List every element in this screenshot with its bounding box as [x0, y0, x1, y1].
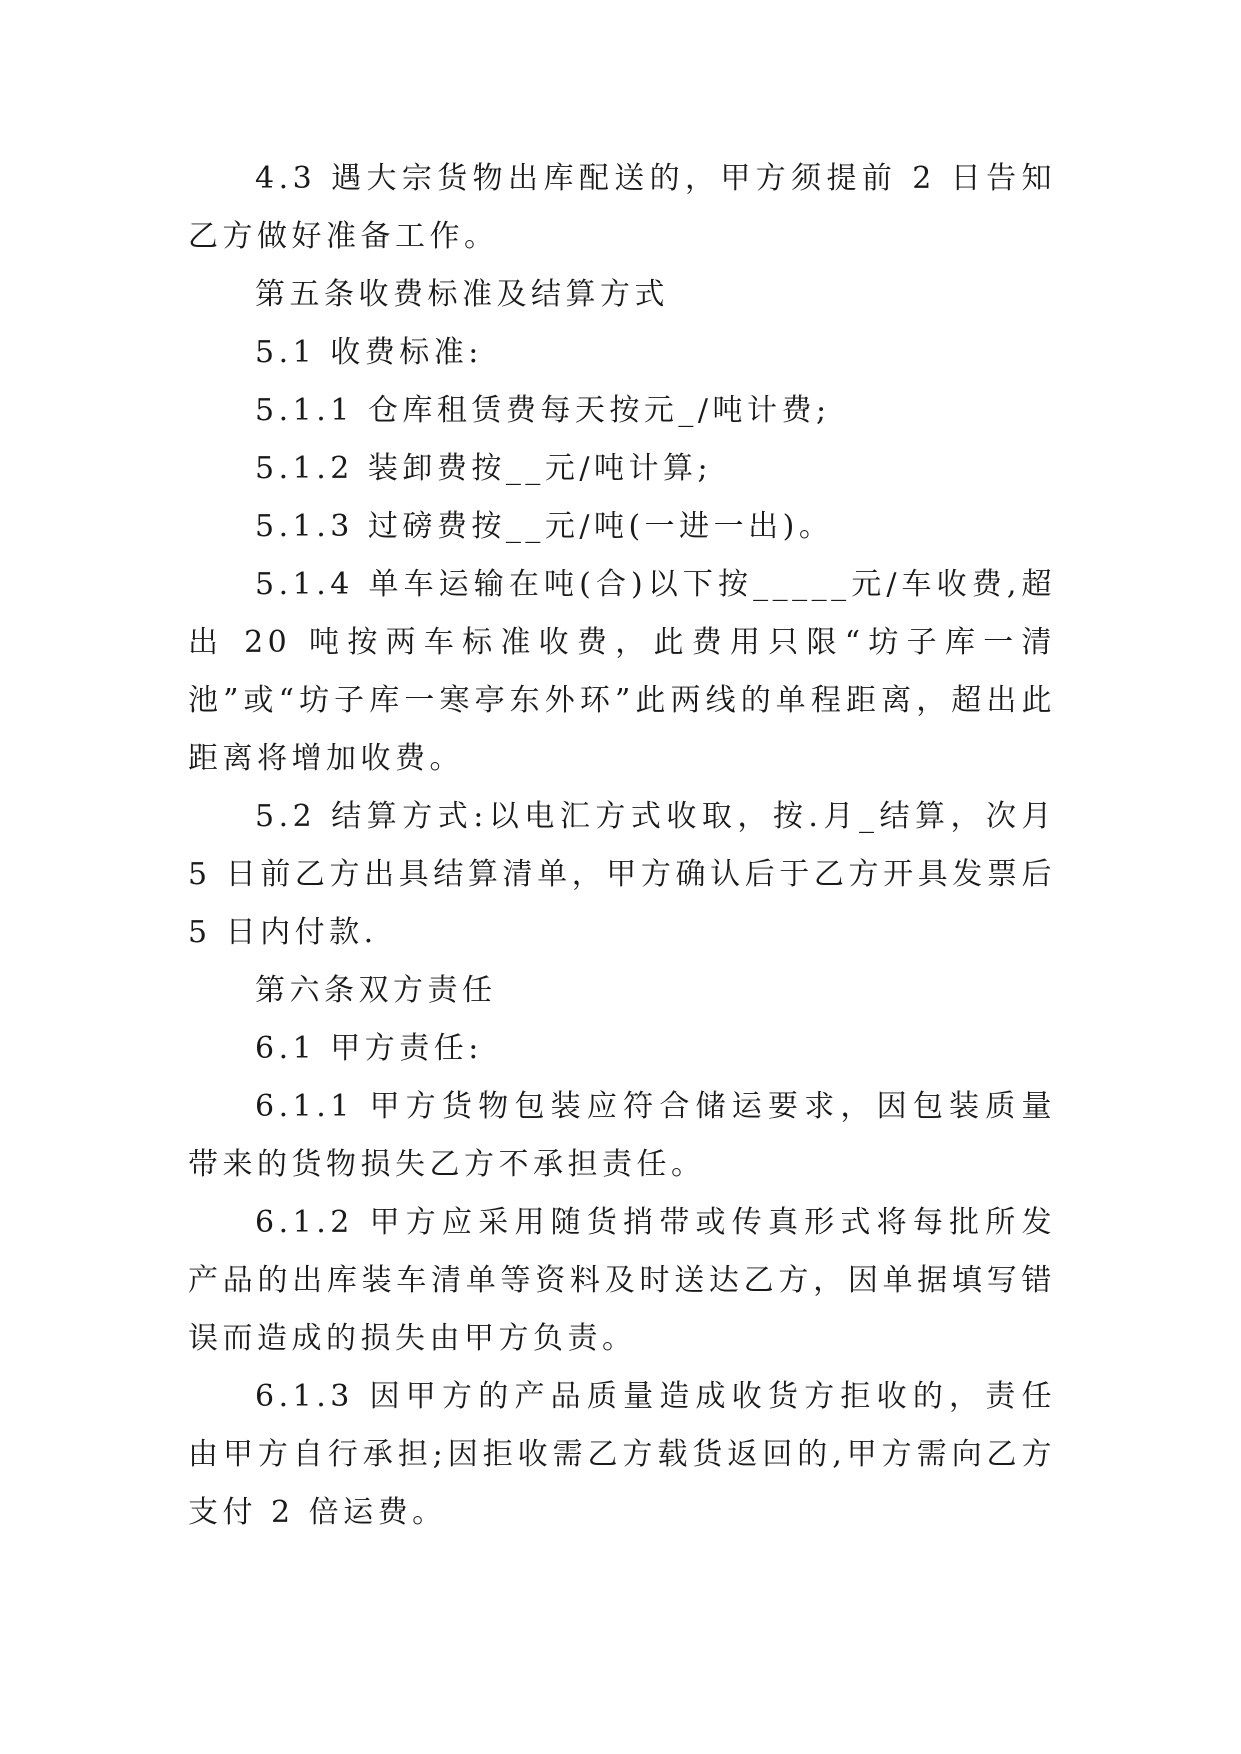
paragraph-5-1-1: 5.1.1 仓库租赁费每天按元_/吨计费; [255, 393, 831, 428]
paragraph-5-1-3: 5.1.3 过磅费按__元/吨(一进一出)。 [255, 509, 834, 544]
paragraph-6-1-3: 6.1.3 因甲方的产品质量造成收货方拒收的，责任由甲方自行承担;因拒收需乙方载货返回的,甲方需向乙方支付 2 倍运费。 [188, 1379, 1056, 1530]
paragraph-6-1-1: 6.1.1 甲方货物包装应符合储运要求，因包装质量带来的货物损失乙方不承担责任。 [188, 1089, 1056, 1182]
paragraph-5-1-4: 5.1.4 单车运输在吨(合)以下按_____元/车收费,超出 20 吨按两车标准收费，此费用只限“坊子库一清池”或“坊子库一寒亭东外环”此两线的单程距离，超出此距离将增加收费。 [188, 567, 1056, 776]
paragraph-5-1-2: 5.1.2 装卸费按__元/吨计算; [255, 451, 713, 486]
paragraph-6-1-2: 6.1.2 甲方应采用随货捎带或传真形式将每批所发产品的出库装车清单等资料及时送达乙方，因单据填写错误而造成的损失由甲方负责。 [188, 1205, 1056, 1356]
heading-article-6: 第六条双方责任 [255, 973, 497, 1008]
paragraph-5-1: 5.1 收费标准: [255, 335, 483, 370]
paragraph-5-2: 5.2 结算方式:以电汇方式收取，按.月_结算，次月 5 日前乙方出具结算清单，甲方确认后于乙方开具发票后 5 日内付款. [188, 799, 1071, 950]
paragraph-4-3: 4.3 遇大宗货物出库配送的，甲方须提前 2 日告知乙方做好准备工作。 [188, 161, 1056, 254]
document-page [188, 150, 1071, 1542]
heading-article-5: 第五条收费标准及结算方式 [255, 277, 669, 312]
paragraph-6-1: 6.1 甲方责任: [255, 1031, 483, 1066]
